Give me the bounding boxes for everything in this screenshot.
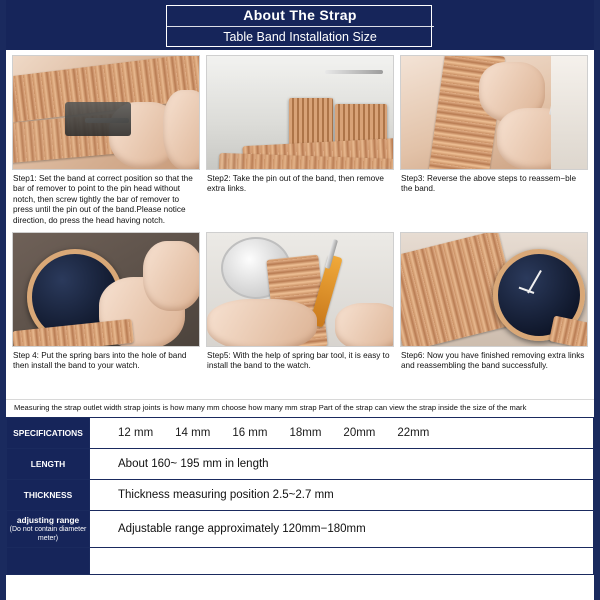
step-cell-1 <box>12 55 200 226</box>
step-photo-5 <box>206 232 394 347</box>
page-header <box>6 0 594 50</box>
steps-section <box>6 50 594 393</box>
step-photo-4 <box>12 232 200 347</box>
row-label-length: LENGTH <box>7 449 90 480</box>
step-cell-3 <box>400 55 588 226</box>
size-option-22: 22mm <box>397 427 430 440</box>
step-photo-6 <box>400 232 588 347</box>
size-option-20: 20mm <box>343 427 376 440</box>
table-row-thickness <box>7 480 594 511</box>
row-label-adjusting-range <box>7 511 90 548</box>
step-caption-2: Step2: Take the pin out of the band, then remove extra links. <box>207 174 384 194</box>
row-value-adjusting-range: Adjustable range approximately 120mm−180mm <box>90 511 594 548</box>
table-row-footer <box>7 548 594 575</box>
row-value-specifications <box>90 418 594 449</box>
step-caption-6: Step6: Now you have finished removing extra links and reassembling the band successfully. <box>401 351 585 371</box>
row-label-adjusting-range-sub: (Do not contain diameter meter) <box>9 526 87 543</box>
step-caption-4: Step 4: Put the spring bars into the hole of band then install the band to your watch. <box>13 351 187 371</box>
step-photo-1 <box>12 55 200 170</box>
page-subtitle: Table Band Installation Size <box>223 29 377 44</box>
header-divider <box>166 26 434 27</box>
specification-table <box>6 417 594 575</box>
size-option-16: 16 mm <box>232 427 268 440</box>
step-cell-2 <box>206 55 394 226</box>
row-value-length: About 160~ 195 mm in length <box>90 449 594 480</box>
header-inner <box>166 3 434 48</box>
row-label-thickness: THICKNESS <box>7 480 90 511</box>
size-option-18: 18mm <box>289 427 322 440</box>
step-cell-6 <box>400 232 588 393</box>
step-cell-5 <box>206 232 394 393</box>
row-label-adjusting-range-text: adjusting range <box>16 515 80 526</box>
table-row-specifications <box>7 418 594 449</box>
measuring-note: Measuring the strap outlet width strap joints is how many mm choose how many mm strap Part of the strap can view the strap inside the size of the mark <box>6 399 594 417</box>
step-caption-5: Step5: With the help of spring bar tool, it is easy to install the band to the watch. <box>207 351 390 371</box>
size-option-14: 14 mm <box>175 427 211 440</box>
page-title: About The Strap <box>243 6 357 23</box>
table-row-length <box>7 449 594 480</box>
table-row-adjusting-range <box>7 511 594 548</box>
size-option-12: 12 mm <box>118 427 154 440</box>
step-photo-3 <box>400 55 588 170</box>
step-caption-1: Step1: Set the band at correct position so that the bar of remover to point to the pin head without notch, then screw tightly the bar of remover to press until the pin out of the band.Please notice direction, do press the head having notch. <box>13 174 193 225</box>
step-caption-3: Step3: Reverse the above steps to reassem−ble the band. <box>401 174 576 194</box>
steps-row-1 <box>12 55 588 226</box>
steps-row-2 <box>12 232 588 393</box>
step-photo-2 <box>206 55 394 170</box>
row-value-thickness: Thickness measuring position 2.5~2.7 mm <box>90 480 594 511</box>
row-label-specifications: SPECIFICATIONS <box>7 418 90 449</box>
table-row-footer-value <box>90 548 594 575</box>
strap-diagram-icon-cell <box>7 548 90 575</box>
step-cell-4 <box>12 232 200 393</box>
